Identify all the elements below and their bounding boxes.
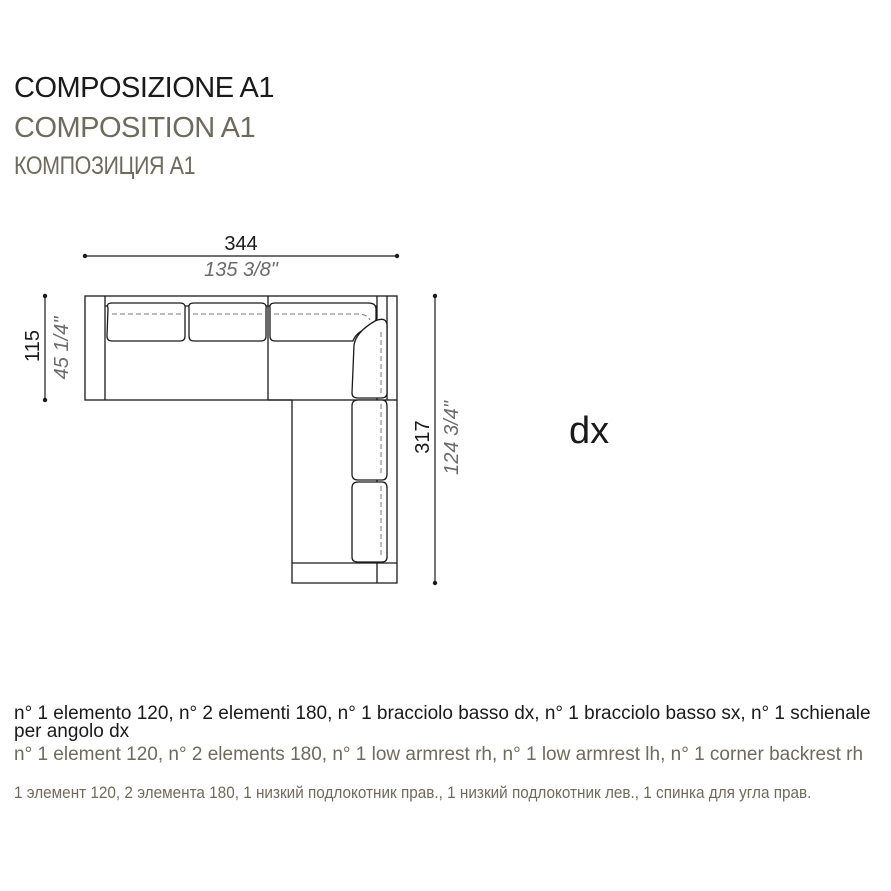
width-in-label: 135 3/8" [204,259,278,281]
depth-dimension [22,294,73,402]
description-italian: n° 1 elemento 120, n° 2 elementi 180, n° 1 bracciolo basso dx, n° 1 bracciolo basso sx, n° 1 schienale per angolo dx [14,705,871,743]
side-label: dx [569,410,610,452]
title-english: COMPOSITION A1 [14,112,256,144]
length-dimension [412,294,463,585]
description-english: n° 1 element 120, n° 2 elements 180, n° 1 low armrest rh, n° 1 low armrest lh, n° 1 corner backrest rh [14,744,864,765]
length-cm-label: 317 [412,420,434,454]
back-cushions-top [107,303,376,341]
length-in-label: 124 3/4" [441,401,463,475]
depth-in-label: 45 1/4" [51,316,73,380]
width-dimension [83,233,399,281]
back-cushions-side [352,319,387,562]
description-russian: 1 элемент 120, 2 элемента 180, 1 низкий подлокотник прав., 1 низкий подлокотник лев., 1 спинка для угла прав. [14,783,812,802]
width-cm-label: 344 [224,233,258,255]
depth-cm-label: 115 [22,330,44,362]
title-italian: COMPOSIZIONE A1 [14,72,274,104]
title-russian: КОМПОЗИЦИЯ A1 [14,152,196,180]
